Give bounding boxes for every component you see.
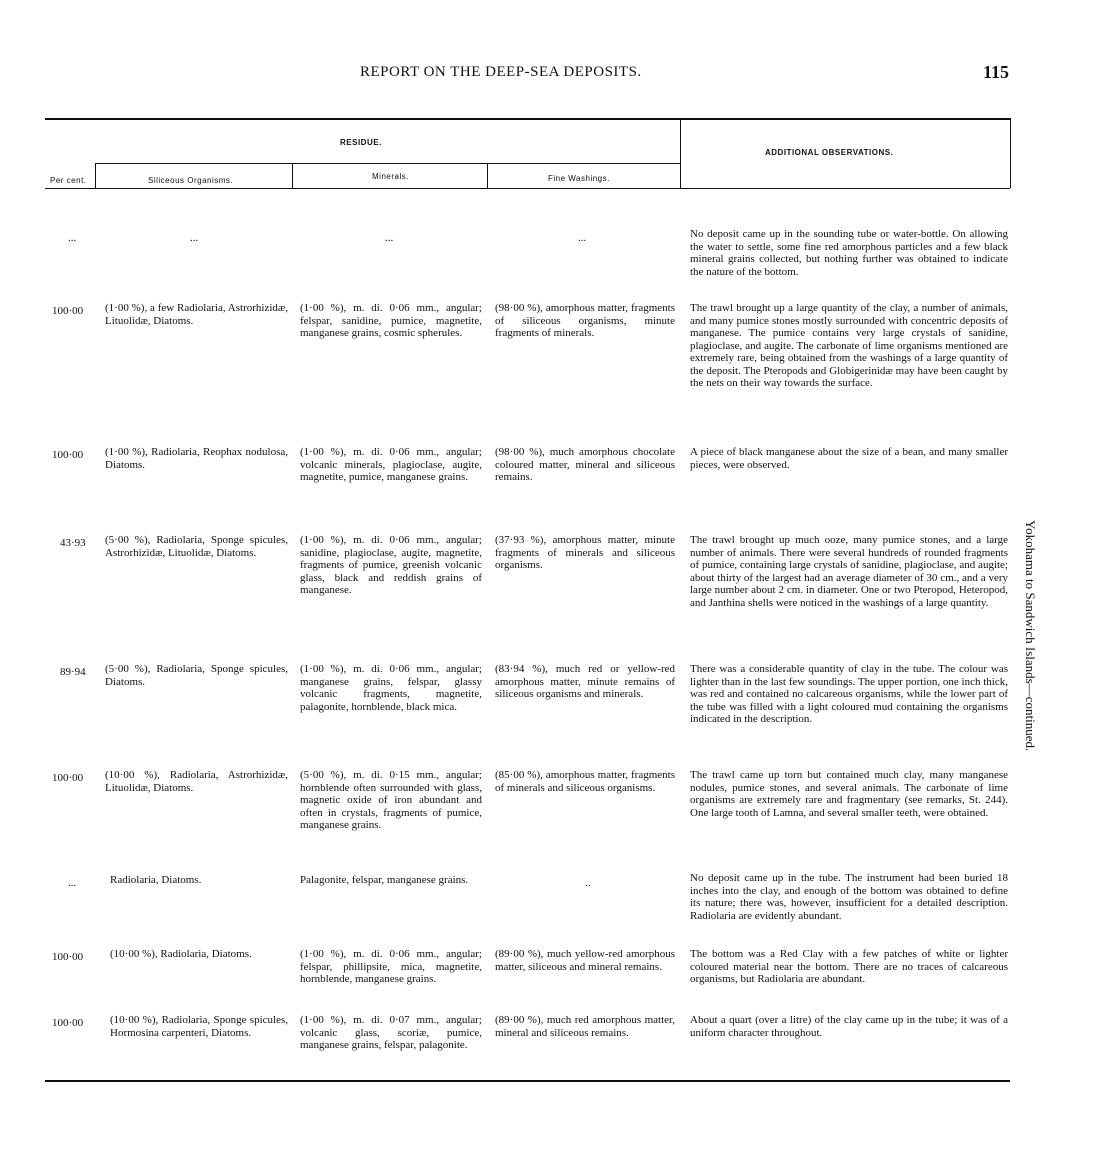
row-minerals: ... (385, 232, 394, 244)
row-washings: ... (578, 232, 587, 244)
col-divider-right (1010, 118, 1011, 188)
row-percent: 43·93 (60, 537, 86, 549)
row-minerals: (1·00 %), m. di. 0·06 mm., angular; felspar, phillipsite, mica, magnetite, hornblende, manganese grains. (300, 948, 482, 985)
row-washings: (37·93 %), amorphous matter, minute fragments of minerals and siliceous organisms. (495, 534, 675, 571)
header-per-cent: Per cent. (50, 176, 87, 185)
row-washings: (98·00 %), much amorphous chocolate coloured matter, mineral and siliceous remains. (495, 446, 675, 483)
row-observations: No deposit came up in the sounding tube or water-bottle. On allowing the water to settle, some fine red amorphous particles and a few black mineral grains collected, but nothing further was obtained to indicate the nature of the bottom. (690, 228, 1008, 278)
header-minerals: Minerals. (372, 172, 409, 181)
row-minerals: (1·00 %), m. di. 0·06 mm., angular; manganese grains, felspar, glassy volcanic fragments, magnetite, palagonite, hornblende, black mica. (300, 663, 482, 713)
top-rule (45, 118, 1010, 120)
row-observations: The bottom was a Red Clay with a few patches of white or lighter coloured material near the bottom. There are no traces of calcareous organisms, but Radiolaria are abundant. (690, 948, 1008, 985)
row-percent: 100·00 (52, 449, 84, 461)
row-percent: 100·00 (52, 951, 84, 963)
residue-underline (95, 163, 680, 164)
col-divider-3 (487, 163, 488, 188)
row-washings: (89·00 %), much red amorphous matter, mineral and siliceous remains. (495, 1014, 675, 1039)
row-minerals: (1·00 %), m. di. 0·06 mm., angular; sanidine, plagioclase, augite, magnetite, fragments of pumice, greenish volcanic glass, black and reddish grains of manganese. (300, 534, 482, 596)
row-minerals: (1·00 %), m. di. 0·07 mm., angular; volcanic glass, scoriæ, pumice, manganese grains, felspar, palagonite. (300, 1014, 482, 1051)
row-minerals: (1·00 %), m. di. 0·06 mm., angular; volcanic minerals, plagioclase, augite, magnetite, pumice, manganese grains. (300, 446, 482, 483)
row-minerals: (5·00 %), m. di. 0·15 mm., angular; hornblende often surrounded with glass, magnetic oxide of iron abundant and often in crystals, fragments of pumice, manganese grains. (300, 769, 482, 831)
row-siliceous: (1·00 %), Radiolaria, Reophax nodulosa, Diatoms. (105, 446, 288, 471)
header-bottom-rule (45, 188, 1010, 189)
header-observations: ADDITIONAL OBSERVATIONS. (765, 148, 894, 157)
header-fine-washings: Fine Washings. (548, 174, 610, 183)
row-observations: The trawl came up torn but contained much clay, many manganese nodules, pumice stones, and several animals. The carbonate of lime organisms are extremely rare and fragmentary (see remarks, St. 244). One large tooth of Lamna, and several smaller teeth, were obtained. (690, 769, 1008, 819)
col-divider-1 (95, 163, 96, 188)
row-percent: ... (68, 877, 77, 889)
row-washings: (85·00 %), amorphous matter, fragments of minerals and siliceous organisms. (495, 769, 675, 794)
row-percent: 100·00 (52, 1017, 84, 1029)
col-divider-2 (292, 163, 293, 188)
row-siliceous: ... (190, 232, 199, 244)
bottom-rule (45, 1080, 1010, 1082)
row-minerals: (1·00 %), m. di. 0·06 mm., angular; felspar, sanidine, pumice, magnetite, manganese grains, cosmic spherules. (300, 302, 482, 339)
row-siliceous: (5·00 %), Radiolaria, Sponge spicules, Astrorhizidæ, Lituolidæ, Diatoms. (105, 534, 288, 559)
row-observations: The trawl brought up a large quantity of the clay, a number of animals, and many pumice stones mostly surrounded with concentric deposits of manganese. The pumice contains very large crystals of sanidine, plagioclase, and augite. The carbonate of lime organisms mentioned are extremely rare, being obtained from the washings of a large quantity of the deposit. The Pteropods and Globigerinidæ may have been caught by the nets on their way towards the surface. (690, 302, 1008, 389)
row-observations: The trawl brought up much ooze, many pumice stones, and a large number of animals. There were several hundreds of rounded fragments of pumice, containing large crystals of sanidine, plagioclase, and augite; about thirty of the largest had an average diameter of 30 cm., and a very large number about 2 cm. in diameter. One or two Pteropod, Heteropod, and Janthina shells were noticed in the washings of a large quantity. (690, 534, 1008, 609)
row-siliceous: (1·00 %), a few Radiolaria, Astrorhizidæ, Lituolidæ, Diatoms. (105, 302, 288, 327)
row-percent: 100·00 (52, 305, 84, 317)
row-siliceous: (10·00 %), Radiolaria, Sponge spicules, Hormosina carpenteri, Diatoms. (110, 1014, 288, 1039)
row-washings: .. (585, 877, 591, 889)
row-observations: A piece of black manganese about the size of a bean, and many smaller pieces, were observed. (690, 446, 1008, 471)
row-percent: 100·00 (52, 772, 84, 784)
side-caption: Yokohama to Sandwich Islands—continued. (1023, 520, 1038, 752)
header-siliceous: Siliceous Organisms. (148, 176, 234, 185)
header-residue: RESIDUE. (340, 138, 382, 147)
row-minerals: Palagonite, felspar, manganese grains. (300, 874, 469, 886)
col-divider-4 (680, 118, 681, 188)
row-observations: No deposit came up in the tube. The instrument had been buried 18 inches into the clay, and enough of the bottom was obtained to define its nature; there was, however, insufficient for a detailed description. Radiolaria are evidently abundant. (690, 872, 1008, 922)
row-siliceous: (10·00 %), Radiolaria, Diatoms. (110, 948, 252, 960)
row-siliceous: Radiolaria, Diatoms. (110, 874, 202, 886)
row-observations: There was a considerable quantity of clay in the tube. The colour was lighter than in the last few soundings. The upper portion, one inch thick, was red and contained no calcareous organisms, while the lower part of the tube was filled with a light coloured mud containing the organisms indicated in the description. (690, 663, 1008, 725)
row-washings: (83·94 %), much red or yellow-red amorphous matter, minute remains of siliceous organisms and minerals. (495, 663, 675, 700)
row-siliceous: (5·00 %), Radiolaria, Sponge spicules, Diatoms. (105, 663, 288, 688)
running-head: REPORT ON THE DEEP-SEA DEPOSITS. (360, 64, 642, 80)
row-washings: (89·00 %), much yellow-red amorphous matter, siliceous and mineral remains. (495, 948, 675, 973)
page-number: 115 (983, 62, 1010, 82)
row-washings: (98·00 %), amorphous matter, fragments of siliceous organisms, minute fragments of minerals. (495, 302, 675, 339)
row-siliceous: (10·00 %), Radiolaria, Astrorhizidæ, Lituolidæ, Diatoms. (105, 769, 288, 794)
row-percent: ... (68, 232, 77, 244)
row-percent: 89·94 (60, 666, 86, 678)
row-observations: About a quart (over a litre) of the clay came up in the tube; it was of a uniform character throughout. (690, 1014, 1008, 1039)
